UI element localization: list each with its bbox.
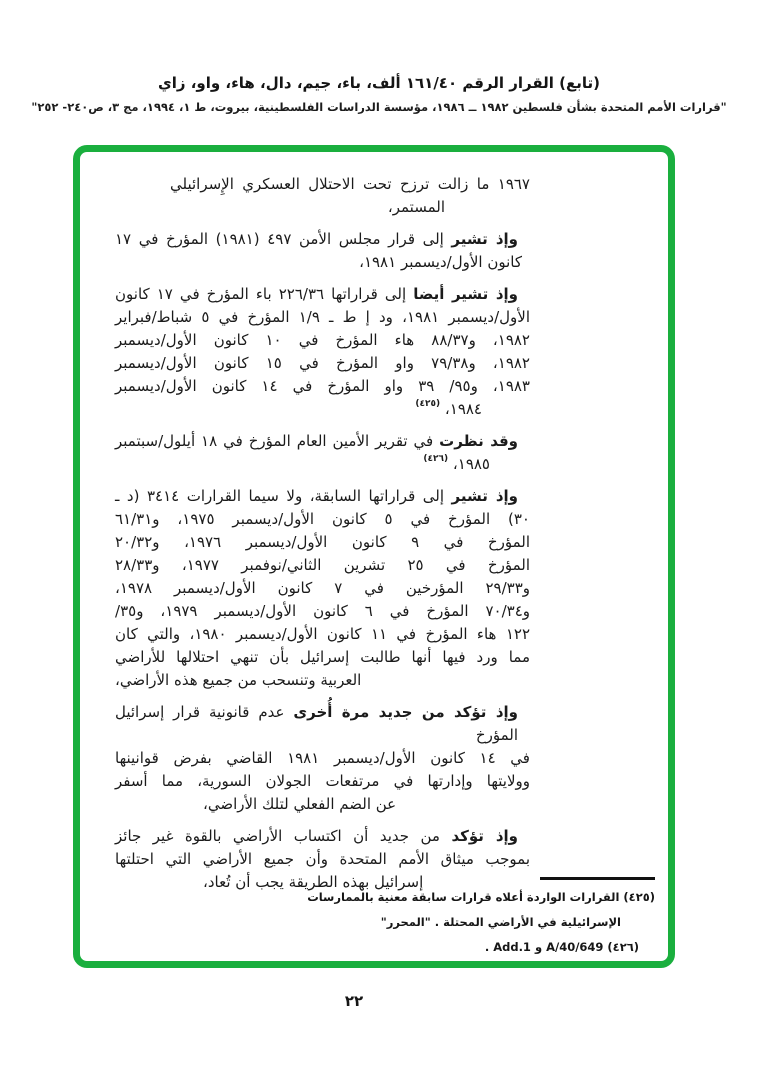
footnote-marker: (٤٢٦) [423,454,449,464]
text-line: وإذ تشير أيضا إلى قراراتها ٢٢٦/٣٦ باء المؤرخ في ١٧ كانون [115,285,518,303]
bold-lead-in: وإذ تشير أيضا [413,285,518,303]
paragraph [115,173,530,219]
body-text [115,173,530,903]
paragraph [115,283,530,421]
bold-lead-in: وقد نظرت [439,432,519,450]
text-line: عن الضم الفعلي لتلك الأراضي، [203,795,397,813]
text-line: ١٢٢ هاء المؤرخ في ١١ كانون الأول/ديسمبر ١٩٨٠، والتي كان [115,625,530,643]
text-line: إسرائيل بهذه الطريقة يجب أن تُعاد، [203,873,424,891]
paragraph [115,485,530,692]
text-line: العربية وتنسحب من جميع هذه الأراضي، [115,671,362,689]
text-line: المستمر، [387,198,445,216]
footnote-line: (٤٢٥) القرارات الواردة أعلاه قرارات سابقة معنية بالممارسات [307,890,655,904]
paragraph [115,430,530,476]
text-line: ١٩٦٧ ما زالت ترزح تحت الاحتلال العسكري الإِسرائيلي [170,175,530,193]
paragraph [115,825,530,894]
footnotes [230,885,655,960]
text-line: وإذ تشير إلى قرار مجلس الأمن ٤٩٧ (١٩٨١) المؤرخ في ١٧ [115,230,518,248]
paragraph [115,701,530,816]
bold-lead-in: وإذ تشير [451,230,518,248]
text-line: الأول/ديسمبر ١٩٨١، ود إ ط ـ ١/٩ المؤرخ في ٥ شباط/فبراير [115,308,530,326]
text-line: المؤرخ في ٢٥ تشرين الثاني/نوفمبر ١٩٧٧، و٢٨/٣٣ [115,556,530,574]
text-line: وقد نظرت في تقرير الأمين العام المؤرخ في ١٨ أيلول/سبتمبر [115,432,519,450]
footnote-separator [540,877,655,880]
text-line: كانون الأول/ديسمبر ١٩٨١، [359,253,522,271]
paragraph [115,228,530,274]
text-line: وإذ تؤكد من جديد مرة أُخرى عدم قانونية قرار إسرائيل المؤرخ [115,703,518,744]
bold-lead-in: وإذ تؤكد [451,827,518,845]
text-line: مما ورد فيها أنها طالبت إسرائيل بأن تنهي احتلالها للأراضي [115,648,530,666]
text-line: و٧٠/٣٤ المؤرخ في ٦ كانون الأول/ديسمبر ١٩٧٩، و٣٥/ [115,602,531,620]
text-line: و٢٩/٣٣ المؤرخين في ٧ كانون الأول/ديسمبر ١٩٧٨، [115,579,530,597]
text-line: ١٩٨٤، $^{(٤٢٥)}$ [415,399,482,418]
text-line: ١٩٨٢، و٨٨/٣٧ هاء المؤرخ في ١٠ كانون الأول/ديسمبر [115,331,530,349]
header-source-line: "قرارات الأمم المتحدة بشأن فلسطين ١٩٨٢ ــ ١٩٨٦، مؤسسة الدراسات الفلسطينية، بيروت، ط ١، ١٩٩٤، مج ٣، ص٢٤٠- ٢٥٢" [31,100,727,114]
text-line: بموجب ميثاق الأمم المتحدة وأن جميع الأراضي التي احتلتها [115,850,530,868]
text-line: وإذ تؤكد من جديد أن اكتساب الأراضي بالقوة غير جائز [115,827,518,845]
header-title: (تابع) القرار الرقم ١٦١/٤٠ ألف، باء، جيم، دال، هاء، واو، زاي [157,74,601,92]
bold-lead-in: وإذ تؤكد من جديد مرة أُخرى [293,703,518,721]
text-line: ١٩٨٢، و٧٩/٣٨ واو المؤرخ في ١٥ كانون الأول/ديسمبر [115,354,530,372]
text-line: وإذ تشير إلى قراراتها السابقة، ولا سيما القرارات ٣٤١٤ (د ـ [115,487,518,505]
text-line: وولايتها وإدارتها في مرتفعات الجولان السورية، مما أسفر [115,772,530,790]
footnote-line: الإسرائيلية في الأراضي المحتلة . "المحرر" [380,915,621,929]
text-line: ١٩٨٣، و⁦٩٥/ ٣٩⁩ واو المؤرخ في ١٤ كانون الأول/ديسمبر [115,377,530,395]
footnote-line: (٤٢٦) A/40/649 و Add.1 . [484,940,639,954]
text-line: المؤرخ في ٩ كانون الأول/ديسمبر ١٩٧٦، و٢٠/٣٢ [115,533,530,551]
footnote-marker: (٤٢٥) [415,399,441,409]
page-number: ٢٢ [344,992,364,1010]
text-line: ٣٠) المؤرخ في ٥ كانون الأول/ديسمبر ١٩٧٥، و٦١/٣١ [115,510,530,528]
bold-lead-in: وإذ تشير [451,487,518,505]
text-line: في ١٤ كانون الأول/ديسمبر ١٩٨١ القاضي بفرض قوانينها [115,749,530,767]
text-line: ١٩٨٥، $^{(٤٢٦)}$ [423,454,490,473]
